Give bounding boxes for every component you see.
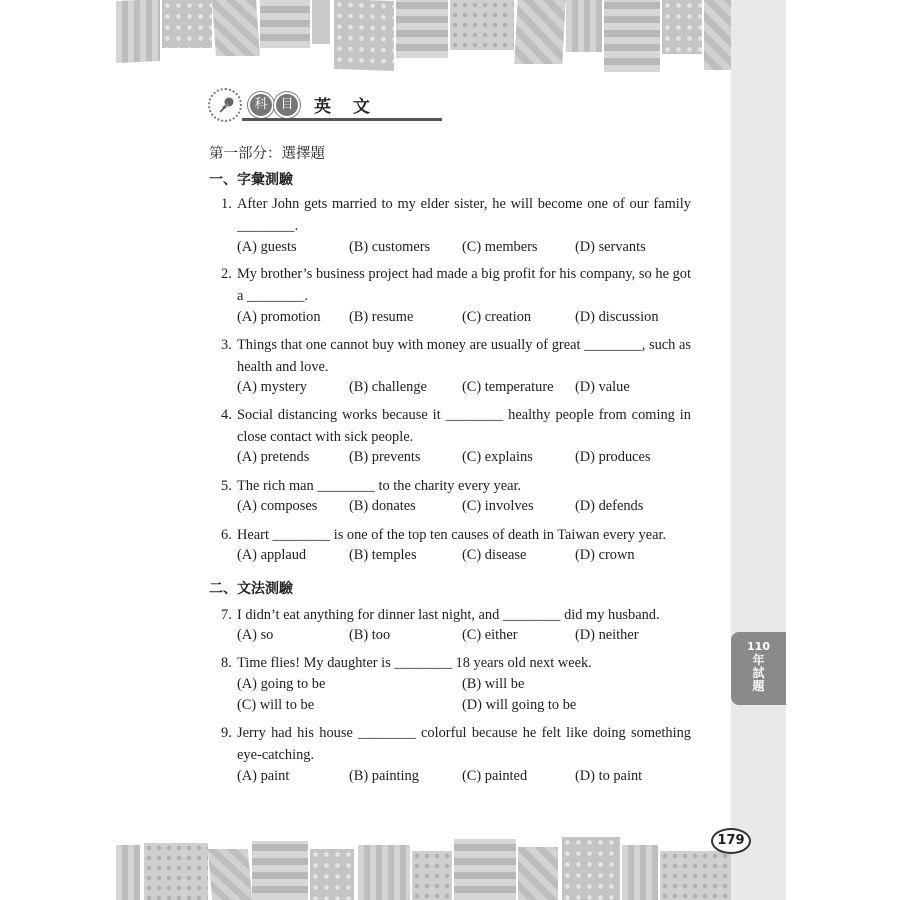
- question-4-options: [237, 449, 697, 471]
- question-7: [221, 605, 691, 627]
- question-stem: After John gets married to my elder sister, he will become one of our family ________.: [237, 196, 691, 234]
- header-underline: [242, 118, 442, 121]
- section-heading-vocabulary: 一、字彙測驗: [209, 172, 293, 188]
- question-stem: Jerry had his house ________ colorful because he felt like doing something eye-catching.: [237, 725, 691, 763]
- pin-badge: [208, 88, 242, 122]
- question-6: [221, 525, 691, 547]
- option-b: (B) painting: [349, 768, 419, 784]
- subject-header: [208, 88, 442, 124]
- option-c: (C) disease: [462, 547, 527, 563]
- option-b: (B) resume: [349, 309, 414, 325]
- question-2: [221, 264, 691, 307]
- tab-year: 110: [747, 640, 770, 653]
- question-number: 1.: [221, 196, 232, 212]
- question-8-options-row-1: [237, 676, 697, 698]
- option-b: (B) temples: [349, 547, 417, 563]
- question-stem: The rich man ________ to the charity every year.: [237, 478, 522, 494]
- option-a: (A) mystery: [237, 379, 307, 395]
- option-a: (A) composes: [237, 498, 318, 514]
- option-b: (B) prevents: [349, 449, 421, 465]
- subject-title: 英 文: [314, 97, 378, 117]
- option-c: (C) creation: [462, 309, 532, 325]
- tab-char-1: 年: [752, 653, 765, 667]
- option-d: (D) will going to be: [462, 697, 577, 713]
- question-1-options: [237, 239, 697, 261]
- option-a: (A) so: [237, 627, 274, 643]
- option-c: (C) either: [462, 627, 518, 643]
- option-d: (D) discussion: [575, 309, 659, 325]
- option-a: (A) going to be: [237, 676, 326, 692]
- year-side-tab: [731, 632, 786, 705]
- question-stem: Time flies! My daughter is ________ 18 years old next week.: [237, 655, 592, 671]
- question-9: [221, 723, 691, 766]
- question-number: 8.: [221, 655, 232, 671]
- option-d: (D) crown: [575, 547, 635, 563]
- question-2-options: [237, 309, 697, 331]
- question-number: 9.: [221, 725, 232, 741]
- subject-char-1: 科: [248, 92, 274, 118]
- option-a: (A) paint: [237, 768, 290, 784]
- tab-char-3: 題: [752, 679, 765, 693]
- option-b: (B) too: [349, 627, 391, 643]
- option-d: (D) neither: [575, 627, 639, 643]
- question-4: [221, 405, 691, 448]
- option-d: (D) servants: [575, 239, 646, 255]
- option-b: (B) donates: [349, 498, 416, 514]
- question-1: [221, 194, 691, 237]
- section-heading-grammar: 二、文法測驗: [209, 581, 293, 597]
- option-a: (A) guests: [237, 239, 297, 255]
- top-tape-decoration: [116, 0, 731, 80]
- option-c: (C) will to be: [237, 697, 315, 713]
- option-c: (C) explains: [462, 449, 533, 465]
- option-b: (B) customers: [349, 239, 431, 255]
- tab-char-2: 試: [752, 666, 765, 680]
- question-8-options-row-2: [237, 697, 697, 719]
- question-6-options: [237, 547, 697, 569]
- question-stem: Social distancing works because it ________ healthy people from coming in close contact with sick people.: [237, 407, 691, 445]
- part-heading: 第一部分：選擇題: [209, 146, 325, 162]
- question-number: 6.: [221, 527, 232, 543]
- question-stem: Things that one cannot buy with money are usually of great ________, such as health and love.: [237, 337, 691, 375]
- pushpin-icon: [218, 96, 236, 114]
- option-d: (D) value: [575, 379, 630, 395]
- option-a: (A) applaud: [237, 547, 307, 563]
- question-number: 2.: [221, 266, 232, 282]
- question-stem: Heart ________ is one of the top ten causes of death in Taiwan every year.: [237, 527, 667, 543]
- question-7-options: [237, 627, 697, 649]
- question-number: 5.: [221, 478, 232, 494]
- side-margin-strip: [731, 0, 786, 900]
- page-number-badge: [711, 826, 753, 856]
- question-number: 4.: [221, 407, 232, 423]
- question-stem: I didn’t eat anything for dinner last night, and ________ did my husband.: [237, 607, 660, 623]
- option-c: (C) involves: [462, 498, 534, 514]
- subject-char-2: 目: [274, 92, 300, 118]
- question-3: [221, 335, 691, 378]
- option-b: (B) challenge: [349, 379, 427, 395]
- option-a: (A) promotion: [237, 309, 321, 325]
- question-3-options: [237, 379, 697, 401]
- question-5: [221, 476, 691, 498]
- option-d: (D) produces: [575, 449, 651, 465]
- option-b: (B) will be: [462, 676, 525, 692]
- option-c: (C) temperature: [462, 379, 554, 395]
- option-d: (D) defends: [575, 498, 644, 514]
- option-d: (D) to paint: [575, 768, 643, 784]
- option-c: (C) painted: [462, 768, 528, 784]
- question-number: 3.: [221, 337, 232, 353]
- question-9-options: [237, 768, 697, 790]
- question-number: 7.: [221, 607, 232, 623]
- bottom-tape-decoration: [116, 835, 731, 900]
- question-stem: My brother’s business project had made a big profit for his company, so he got a ________.: [237, 266, 691, 304]
- option-a: (A) pretends: [237, 449, 310, 465]
- question-8: [221, 653, 691, 675]
- question-5-options: [237, 498, 697, 520]
- option-c: (C) members: [462, 239, 538, 255]
- page-number: 179: [711, 828, 751, 854]
